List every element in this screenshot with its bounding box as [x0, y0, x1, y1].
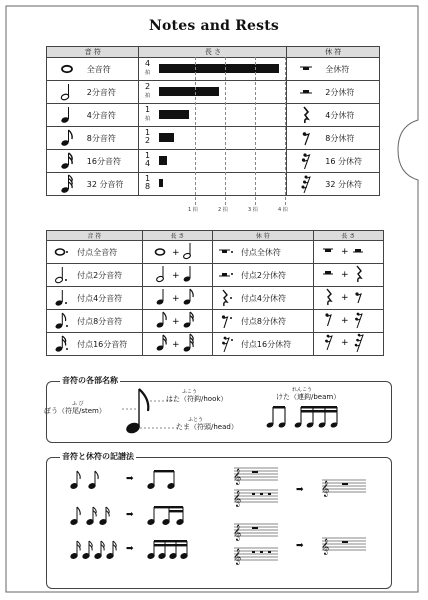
dotted-whole-rest-icon	[213, 241, 241, 264]
arrow-icon: ➡	[126, 510, 134, 520]
beam-label: けた（連鈎/beam）	[276, 393, 341, 401]
rest-name: 付点16分休符	[241, 333, 313, 356]
dotted-sixteenth-rest-icon	[213, 333, 241, 356]
rest-name: 8分休符	[325, 127, 379, 150]
header-length: 長 さ	[142, 231, 212, 241]
length-cell	[139, 173, 287, 196]
rest-name: 2分休符	[325, 81, 379, 104]
svg-text:+: +	[341, 247, 349, 257]
whole-note-icon	[47, 58, 87, 81]
note-name: 付点2分音符	[77, 264, 142, 287]
dotted-notes-table	[46, 230, 384, 356]
length-value: 1 2	[144, 128, 151, 145]
svg-text:+: +	[172, 271, 181, 281]
eighth-rest-icon	[287, 127, 325, 150]
length-value: 2 拍	[144, 82, 151, 99]
dotted-half-note-icon	[47, 264, 78, 287]
note-name: 全音符	[87, 58, 139, 81]
length-equation	[313, 264, 383, 287]
rest-name: 付点全休符	[241, 241, 313, 264]
length-equation	[313, 333, 383, 356]
table-row	[47, 264, 384, 287]
table-row	[47, 58, 380, 81]
notation-heading: 音符と休符の記譜法	[62, 452, 134, 461]
length-equation	[142, 264, 212, 287]
svg-text:𝄞: 𝄞	[233, 469, 242, 485]
table-row	[47, 173, 380, 196]
svg-text:+: +	[172, 294, 181, 304]
thirty-second-rest-icon	[287, 173, 325, 196]
note-name: 16分音符	[87, 150, 139, 173]
svg-text:+: +	[172, 340, 181, 350]
grid-line	[225, 57, 226, 205]
beam-example-icon	[266, 404, 346, 430]
dotted-eighth-note-icon	[47, 310, 78, 333]
thirty-second-note-icon	[47, 173, 87, 196]
svg-text:𝄞: 𝄞	[321, 481, 330, 497]
axis-label: 4 拍	[278, 207, 288, 213]
beamed-results	[146, 466, 196, 576]
length-cell	[139, 127, 287, 150]
note-name: 4分音符	[87, 104, 139, 127]
rest-name: 付点2分休符	[241, 264, 313, 287]
note-name: 付点8分音符	[77, 310, 142, 333]
head-ruby: ふとう	[188, 417, 204, 423]
note-name: 32 分音符	[87, 173, 139, 196]
header-notes: 音 符	[47, 231, 143, 241]
header-notes: 音 符	[47, 47, 139, 58]
page-title: Notes and Rests	[149, 18, 279, 34]
axis-label: 1 拍	[188, 207, 198, 213]
rest-name: 16 分休符	[325, 150, 379, 173]
grid-line	[255, 57, 256, 205]
svg-text:+: +	[172, 248, 181, 258]
table-row	[47, 287, 384, 310]
dotted-whole-note-icon	[47, 241, 78, 264]
dotted-eighth-rest-icon	[213, 310, 241, 333]
axis-label: 2 拍	[218, 207, 228, 213]
rest-name: 付点4分休符	[241, 287, 313, 310]
dotted-quarter-note-icon	[47, 287, 78, 310]
length-value: 1 拍	[144, 105, 151, 122]
quarter-rest-icon	[287, 104, 325, 127]
length-equation	[313, 241, 383, 264]
length-cell	[139, 104, 287, 127]
beam-ruby: れんこう	[292, 387, 313, 393]
table-row	[47, 310, 384, 333]
whole-rest-icon	[287, 58, 325, 81]
svg-text:➡: ➡	[296, 485, 304, 495]
svg-text:+: +	[172, 317, 181, 327]
note-name: 付点全音符	[77, 241, 142, 264]
arrow-icon: ➡	[126, 474, 134, 484]
staff-rest-examples	[232, 464, 382, 580]
table-row	[47, 81, 380, 104]
hook-ruby: ふこう	[182, 389, 198, 395]
svg-text:𝄞: 𝄞	[233, 525, 242, 541]
rest-name: 32 分休符	[325, 173, 379, 196]
length-bar	[159, 156, 167, 165]
length-cell	[139, 58, 287, 81]
note-name: 8分音符	[87, 127, 139, 150]
note-name: 付点16分音符	[77, 333, 142, 356]
svg-text:+: +	[341, 270, 349, 280]
length-bar	[159, 179, 163, 187]
quarter-note-icon	[47, 104, 87, 127]
sixteenth-note-icon	[47, 150, 87, 173]
table-header-row	[47, 231, 384, 241]
grid-line	[195, 57, 196, 205]
length-bar	[159, 64, 279, 73]
length-bar	[159, 133, 174, 142]
length-equation	[142, 287, 212, 310]
axis-label: 3 拍	[248, 207, 258, 213]
svg-text:𝄞: 𝄞	[233, 549, 242, 565]
rest-name: 4分休符	[325, 104, 379, 127]
grid-line	[285, 57, 286, 205]
length-equation	[313, 287, 383, 310]
note-anatomy-diagram	[120, 385, 180, 437]
length-equation	[313, 310, 383, 333]
notes-rests-table	[46, 46, 380, 196]
note-parts-heading: 音符の各部名称	[62, 376, 118, 385]
table-row	[47, 104, 380, 127]
length-bar	[159, 87, 219, 96]
svg-text:𝄞: 𝄞	[321, 539, 330, 555]
sixteenth-rest-icon	[287, 150, 325, 173]
length-value: 1 4	[144, 151, 151, 168]
header-rests: 休 符	[287, 47, 380, 58]
svg-text:+: +	[341, 316, 349, 326]
rest-name: 全休符	[325, 58, 379, 81]
header-rests: 休 符	[213, 231, 313, 241]
length-cell	[139, 150, 287, 173]
stem-label: ぼう（符尾/stem）	[44, 407, 106, 415]
table-row	[47, 333, 384, 356]
table-header-row	[47, 47, 380, 58]
length-value: 4 拍	[144, 59, 151, 76]
arrow-icon: ➡	[126, 544, 134, 554]
length-equation	[142, 333, 212, 356]
head-label: たま（符頭/head）	[176, 423, 238, 431]
hook-label: はた（符鈎/hook）	[166, 395, 228, 403]
note-name: 付点4分音符	[77, 287, 142, 310]
length-equation	[142, 310, 212, 333]
dotted-quarter-rest-icon	[213, 287, 241, 310]
header-length: 長 さ	[139, 47, 287, 58]
length-cell	[139, 81, 287, 104]
note-name: 2分音符	[87, 81, 139, 104]
dotted-sixteenth-note-icon	[47, 333, 78, 356]
svg-text:➡: ➡	[296, 541, 304, 551]
half-rest-icon	[287, 81, 325, 104]
length-value: 1 8	[144, 174, 151, 191]
rest-name: 付点8分休符	[241, 310, 313, 333]
svg-text:+: +	[341, 293, 349, 303]
svg-text:𝄞: 𝄞	[233, 491, 242, 507]
table-row	[47, 127, 380, 150]
table-row	[47, 150, 380, 173]
length-bar	[159, 110, 189, 119]
stem-ruby: ふ び	[72, 401, 84, 407]
eighth-note-icon	[47, 127, 87, 150]
length-equation	[142, 241, 212, 264]
half-note-icon	[47, 81, 87, 104]
header-length: 長 さ	[313, 231, 383, 241]
table-row	[47, 241, 384, 264]
svg-text:+: +	[341, 338, 349, 348]
dotted-half-rest-icon	[213, 264, 241, 287]
